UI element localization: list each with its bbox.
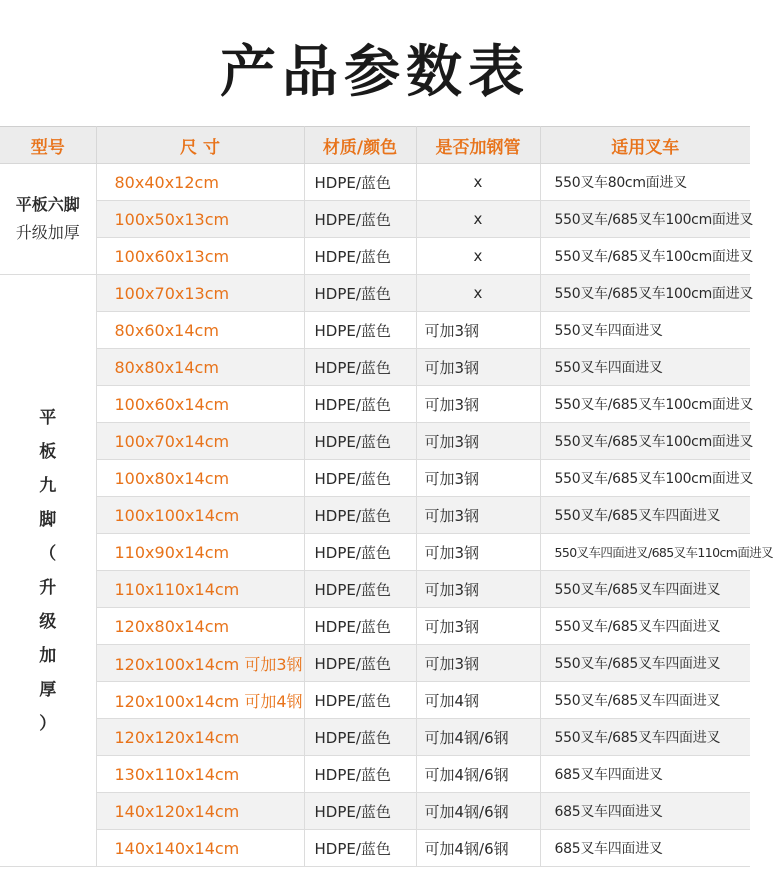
size-cell: 100x60x14cm bbox=[96, 386, 304, 423]
material-cell: HDPE/蓝色 bbox=[304, 608, 416, 645]
header-row bbox=[0, 127, 750, 164]
forklift-cell: 550叉车/685叉车100cm面进叉 bbox=[540, 275, 750, 312]
model-label-char: 升 bbox=[39, 577, 57, 598]
steel-pipe-cell: 可加3钢 bbox=[416, 645, 540, 682]
forklift-cell: 550叉车/685叉车四面进叉 bbox=[540, 719, 750, 756]
material-cell: HDPE/蓝色 bbox=[304, 386, 416, 423]
model-label-char: 九 bbox=[39, 475, 57, 496]
model-label-char: 平 bbox=[39, 407, 57, 428]
forklift-cell: 550叉车四面进叉/685叉车110cm面进叉 bbox=[540, 534, 750, 571]
forklift-cell: 550叉车/685叉车100cm面进叉 bbox=[540, 201, 750, 238]
forklift-cell: 550叉车/685叉车100cm面进叉 bbox=[540, 386, 750, 423]
forklift-cell: 550叉车/685叉车四面进叉 bbox=[540, 571, 750, 608]
size-cell: 100x70x14cm bbox=[96, 423, 304, 460]
material-cell: HDPE/蓝色 bbox=[304, 534, 416, 571]
model-label-char: ） bbox=[39, 713, 57, 734]
steel-pipe-cell: 可加3钢 bbox=[416, 534, 540, 571]
table-row bbox=[0, 645, 750, 682]
header-model: 型号 bbox=[0, 127, 96, 164]
table-row bbox=[0, 793, 750, 830]
material-cell: HDPE/蓝色 bbox=[304, 238, 416, 275]
table-row bbox=[0, 497, 750, 534]
steel-pipe-cell: 可加3钢 bbox=[416, 497, 540, 534]
table-row bbox=[0, 460, 750, 497]
size-cell: 120x100x14cm 可加3钢 bbox=[96, 645, 304, 682]
forklift-cell: 685叉车四面进叉 bbox=[540, 793, 750, 830]
spec-table bbox=[0, 126, 773, 867]
forklift-cell: 550叉车四面进叉 bbox=[540, 312, 750, 349]
size-cell: 120x120x14cm bbox=[96, 719, 304, 756]
model-label-char: 板 bbox=[39, 441, 57, 462]
size-cell: 110x110x14cm bbox=[96, 571, 304, 608]
forklift-cell: 550叉车/685叉车四面进叉 bbox=[540, 645, 750, 682]
header-material: 材质/颜色 bbox=[304, 127, 416, 164]
table-row bbox=[0, 238, 750, 275]
steel-pipe-cell: 可加3钢 bbox=[416, 312, 540, 349]
table-row bbox=[0, 312, 750, 349]
table-row bbox=[0, 682, 750, 719]
steel-pipe-cell: 可加4钢/6钢 bbox=[416, 830, 540, 867]
size-cell: 140x140x14cm bbox=[96, 830, 304, 867]
size-cell: 80x60x14cm bbox=[96, 312, 304, 349]
size-cell: 140x120x14cm bbox=[96, 793, 304, 830]
material-cell: HDPE/蓝色 bbox=[304, 756, 416, 793]
steel-pipe-cell: 可加3钢 bbox=[416, 349, 540, 386]
table-row bbox=[0, 534, 750, 571]
steel-pipe-cell: x bbox=[416, 238, 540, 275]
steel-pipe-cell: x bbox=[416, 201, 540, 238]
size-cell: 80x40x12cm bbox=[96, 164, 304, 201]
material-cell: HDPE/蓝色 bbox=[304, 793, 416, 830]
material-cell: HDPE/蓝色 bbox=[304, 275, 416, 312]
steel-pipe-cell: x bbox=[416, 275, 540, 312]
material-cell: HDPE/蓝色 bbox=[304, 423, 416, 460]
steel-pipe-cell: 可加4钢/6钢 bbox=[416, 793, 540, 830]
model-label-line2: 升级加厚 bbox=[15, 223, 80, 242]
steel-pipe-cell: 可加3钢 bbox=[416, 386, 540, 423]
size-cell: 100x50x13cm bbox=[96, 201, 304, 238]
model-label-char: 厚 bbox=[39, 679, 57, 700]
steel-pipe-cell: 可加3钢 bbox=[416, 460, 540, 497]
header-forklift: 适用叉车 bbox=[540, 127, 750, 164]
forklift-cell: 550叉车/685叉车100cm面进叉 bbox=[540, 460, 750, 497]
steel-pipe-cell: 可加4钢/6钢 bbox=[416, 719, 540, 756]
steel-pipe-cell: x bbox=[416, 164, 540, 201]
size-cell: 120x100x14cm 可加4钢 bbox=[96, 682, 304, 719]
steel-pipe-cell: 可加4钢 bbox=[416, 682, 540, 719]
steel-pipe-cell: 可加3钢 bbox=[416, 423, 540, 460]
size-cell: 100x100x14cm bbox=[96, 497, 304, 534]
steel-pipe-cell: 可加3钢 bbox=[416, 571, 540, 608]
table-row bbox=[0, 719, 750, 756]
material-cell: HDPE/蓝色 bbox=[304, 719, 416, 756]
table-row bbox=[0, 201, 750, 238]
material-cell: HDPE/蓝色 bbox=[304, 571, 416, 608]
table-row bbox=[0, 386, 750, 423]
size-cell: 100x80x14cm bbox=[96, 460, 304, 497]
model-cell-nine-leg bbox=[0, 275, 96, 867]
table-row bbox=[0, 756, 750, 793]
table-row bbox=[0, 830, 750, 867]
steel-pipe-cell: 可加4钢/6钢 bbox=[416, 756, 540, 793]
size-cell: 120x80x14cm bbox=[96, 608, 304, 645]
material-cell: HDPE/蓝色 bbox=[304, 312, 416, 349]
material-cell: HDPE/蓝色 bbox=[304, 497, 416, 534]
forklift-cell: 685叉车四面进叉 bbox=[540, 830, 750, 867]
material-cell: HDPE/蓝色 bbox=[304, 645, 416, 682]
model-label-char: （ bbox=[39, 543, 57, 564]
table-row bbox=[0, 275, 750, 312]
table-row bbox=[0, 608, 750, 645]
model-label-char: 级 bbox=[39, 611, 57, 632]
model-label-line1: 平板六脚 bbox=[15, 195, 80, 214]
forklift-cell: 550叉车/685叉车100cm面进叉 bbox=[540, 238, 750, 275]
model-label-char: 加 bbox=[39, 645, 57, 666]
page-title: 产品参数表 bbox=[220, 40, 530, 105]
size-cell: 110x90x14cm bbox=[96, 534, 304, 571]
forklift-cell: 685叉车四面进叉 bbox=[540, 756, 750, 793]
table-row bbox=[0, 423, 750, 460]
model-cell-six-leg bbox=[0, 164, 96, 275]
forklift-cell: 550叉车/685叉车四面进叉 bbox=[540, 497, 750, 534]
table-row bbox=[0, 349, 750, 386]
table-row bbox=[0, 164, 750, 201]
material-cell: HDPE/蓝色 bbox=[304, 682, 416, 719]
material-cell: HDPE/蓝色 bbox=[304, 201, 416, 238]
model-label-char: 脚 bbox=[39, 509, 57, 530]
forklift-cell: 550叉车/685叉车100cm面进叉 bbox=[540, 423, 750, 460]
material-cell: HDPE/蓝色 bbox=[304, 830, 416, 867]
forklift-cell: 550叉车/685叉车四面进叉 bbox=[540, 608, 750, 645]
forklift-cell: 550叉车/685叉车四面进叉 bbox=[540, 682, 750, 719]
table-row bbox=[0, 571, 750, 608]
steel-pipe-cell: 可加3钢 bbox=[416, 608, 540, 645]
forklift-cell: 550叉车四面进叉 bbox=[540, 349, 750, 386]
material-cell: HDPE/蓝色 bbox=[304, 164, 416, 201]
size-cell: 130x110x14cm bbox=[96, 756, 304, 793]
header-size: 尺 寸 bbox=[96, 127, 304, 164]
size-cell: 100x70x13cm bbox=[96, 275, 304, 312]
forklift-cell: 550叉车80cm面进叉 bbox=[540, 164, 750, 201]
material-cell: HDPE/蓝色 bbox=[304, 349, 416, 386]
header-steel-pipe: 是否加钢管 bbox=[416, 127, 540, 164]
material-cell: HDPE/蓝色 bbox=[304, 460, 416, 497]
size-cell: 100x60x13cm bbox=[96, 238, 304, 275]
size-cell: 80x80x14cm bbox=[96, 349, 304, 386]
